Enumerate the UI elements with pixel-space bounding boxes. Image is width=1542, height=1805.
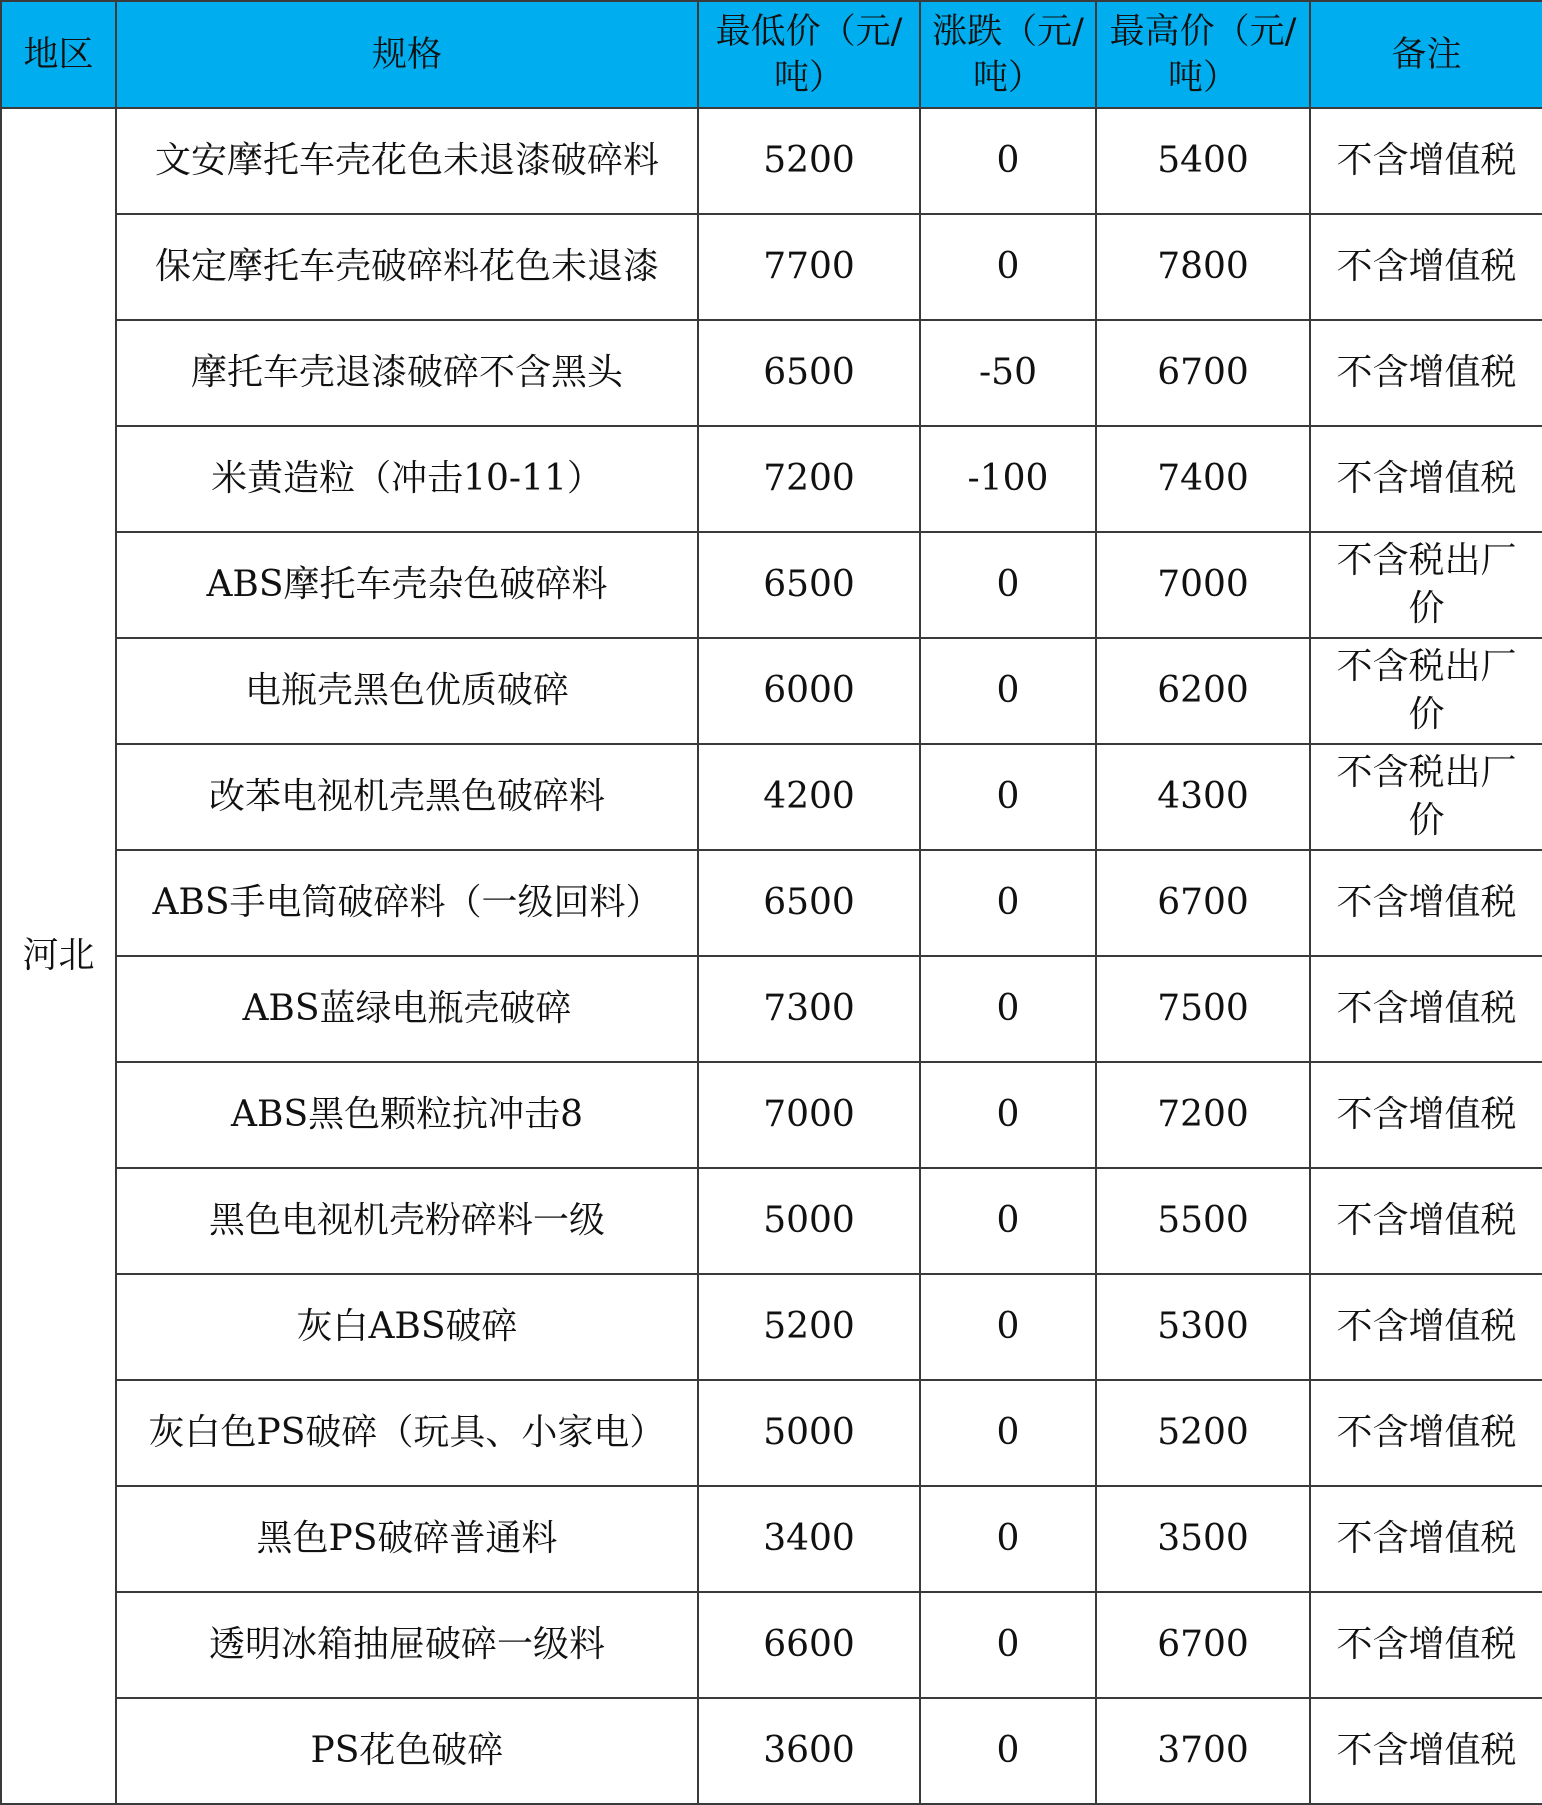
table-row — [1, 320, 1542, 426]
table-row — [1, 1168, 1542, 1274]
min-price-cell: 7200 — [698, 426, 920, 532]
change-cell: 0 — [920, 1062, 1096, 1168]
note-cell: 不含增值税 — [1310, 1274, 1542, 1380]
spec-cell: PS花色破碎 — [116, 1698, 698, 1804]
max-price-cell: 3700 — [1096, 1698, 1310, 1804]
note-cell: 不含税出厂价 — [1310, 532, 1542, 638]
header-min-price: 最低价（元/吨） — [698, 1, 920, 108]
note-cell: 不含税出厂价 — [1310, 744, 1542, 850]
spec-cell: 灰白ABS破碎 — [116, 1274, 698, 1380]
max-price-cell: 7200 — [1096, 1062, 1310, 1168]
change-cell: 0 — [920, 850, 1096, 956]
note-cell: 不含增值税 — [1310, 1168, 1542, 1274]
change-cell: 0 — [920, 638, 1096, 744]
region-cell: 河北 — [1, 108, 116, 1804]
header-max-price: 最高价（元/吨） — [1096, 1, 1310, 108]
spec-cell: ABS摩托车壳杂色破碎料 — [116, 532, 698, 638]
min-price-cell: 5200 — [698, 108, 920, 214]
max-price-cell: 5300 — [1096, 1274, 1310, 1380]
note-cell: 不含增值税 — [1310, 1486, 1542, 1592]
change-cell: 0 — [920, 1380, 1096, 1486]
spec-cell: 透明冰箱抽屉破碎一级料 — [116, 1592, 698, 1698]
spec-cell: 灰白色PS破碎（玩具、小家电） — [116, 1380, 698, 1486]
header-row — [1, 1, 1542, 108]
note-cell: 不含增值税 — [1310, 214, 1542, 320]
change-cell: 0 — [920, 214, 1096, 320]
spec-cell: 摩托车壳退漆破碎不含黑头 — [116, 320, 698, 426]
note-cell: 不含增值税 — [1310, 1062, 1542, 1168]
min-price-cell: 6600 — [698, 1592, 920, 1698]
spec-cell: ABS黑色颗粒抗冲击8 — [116, 1062, 698, 1168]
spec-cell: 电瓶壳黑色优质破碎 — [116, 638, 698, 744]
table-row — [1, 214, 1542, 320]
note-cell: 不含增值税 — [1310, 956, 1542, 1062]
change-cell: 0 — [920, 1274, 1096, 1380]
min-price-cell: 6500 — [698, 532, 920, 638]
table-row — [1, 108, 1542, 214]
note-cell: 不含增值税 — [1310, 426, 1542, 532]
max-price-cell: 7000 — [1096, 532, 1310, 638]
min-price-cell: 3400 — [698, 1486, 920, 1592]
max-price-cell: 6700 — [1096, 1592, 1310, 1698]
spec-cell: 米黄造粒（冲击10-11） — [116, 426, 698, 532]
spec-cell: 改苯电视机壳黑色破碎料 — [116, 744, 698, 850]
header-spec: 规格 — [116, 1, 698, 108]
note-cell: 不含增值税 — [1310, 1380, 1542, 1486]
change-cell: 0 — [920, 744, 1096, 850]
max-price-cell: 5200 — [1096, 1380, 1310, 1486]
max-price-cell: 3500 — [1096, 1486, 1310, 1592]
table-row — [1, 426, 1542, 532]
table-row — [1, 1380, 1542, 1486]
table-row — [1, 1486, 1542, 1592]
spec-cell: 文安摩托车壳花色未退漆破碎料 — [116, 108, 698, 214]
spec-cell: ABS手电筒破碎料（一级回料） — [116, 850, 698, 956]
table-row — [1, 850, 1542, 956]
spec-cell: 黑色PS破碎普通料 — [116, 1486, 698, 1592]
header-change: 涨跌（元/吨） — [920, 1, 1096, 108]
min-price-cell: 3600 — [698, 1698, 920, 1804]
table-row — [1, 1062, 1542, 1168]
min-price-cell: 5000 — [698, 1168, 920, 1274]
change-cell: -50 — [920, 320, 1096, 426]
table-row — [1, 532, 1542, 638]
max-price-cell: 7800 — [1096, 214, 1310, 320]
change-cell: 0 — [920, 1698, 1096, 1804]
change-cell: 0 — [920, 1486, 1096, 1592]
table-row — [1, 1698, 1542, 1804]
table-row — [1, 1592, 1542, 1698]
max-price-cell: 7500 — [1096, 956, 1310, 1062]
change-cell: 0 — [920, 1592, 1096, 1698]
min-price-cell: 7000 — [698, 1062, 920, 1168]
note-cell: 不含税出厂价 — [1310, 638, 1542, 744]
max-price-cell: 7400 — [1096, 426, 1310, 532]
min-price-cell: 7300 — [698, 956, 920, 1062]
max-price-cell: 6700 — [1096, 320, 1310, 426]
min-price-cell: 5000 — [698, 1380, 920, 1486]
spec-cell: 保定摩托车壳破碎料花色未退漆 — [116, 214, 698, 320]
min-price-cell: 5200 — [698, 1274, 920, 1380]
header-region: 地区 — [1, 1, 116, 108]
table-body — [1, 108, 1542, 1804]
change-cell: 0 — [920, 532, 1096, 638]
min-price-cell: 6500 — [698, 320, 920, 426]
note-cell: 不含增值税 — [1310, 320, 1542, 426]
note-cell: 不含增值税 — [1310, 108, 1542, 214]
change-cell: 0 — [920, 1168, 1096, 1274]
note-cell: 不含增值税 — [1310, 1698, 1542, 1804]
max-price-cell: 5400 — [1096, 108, 1310, 214]
max-price-cell: 4300 — [1096, 744, 1310, 850]
min-price-cell: 7700 — [698, 214, 920, 320]
table-row — [1, 638, 1542, 744]
max-price-cell: 5500 — [1096, 1168, 1310, 1274]
change-cell: 0 — [920, 956, 1096, 1062]
spec-cell: ABS蓝绿电瓶壳破碎 — [116, 956, 698, 1062]
min-price-cell: 4200 — [698, 744, 920, 850]
table-row — [1, 744, 1542, 850]
note-cell: 不含增值税 — [1310, 1592, 1542, 1698]
change-cell: -100 — [920, 426, 1096, 532]
max-price-cell: 6200 — [1096, 638, 1310, 744]
table-row — [1, 956, 1542, 1062]
change-cell: 0 — [920, 108, 1096, 214]
min-price-cell: 6000 — [698, 638, 920, 744]
max-price-cell: 6700 — [1096, 850, 1310, 956]
min-price-cell: 6500 — [698, 850, 920, 956]
table-row — [1, 1274, 1542, 1380]
spec-cell: 黑色电视机壳粉碎料一级 — [116, 1168, 698, 1274]
table-header — [1, 1, 1542, 108]
header-note: 备注 — [1310, 1, 1542, 108]
note-cell: 不含增值税 — [1310, 850, 1542, 956]
